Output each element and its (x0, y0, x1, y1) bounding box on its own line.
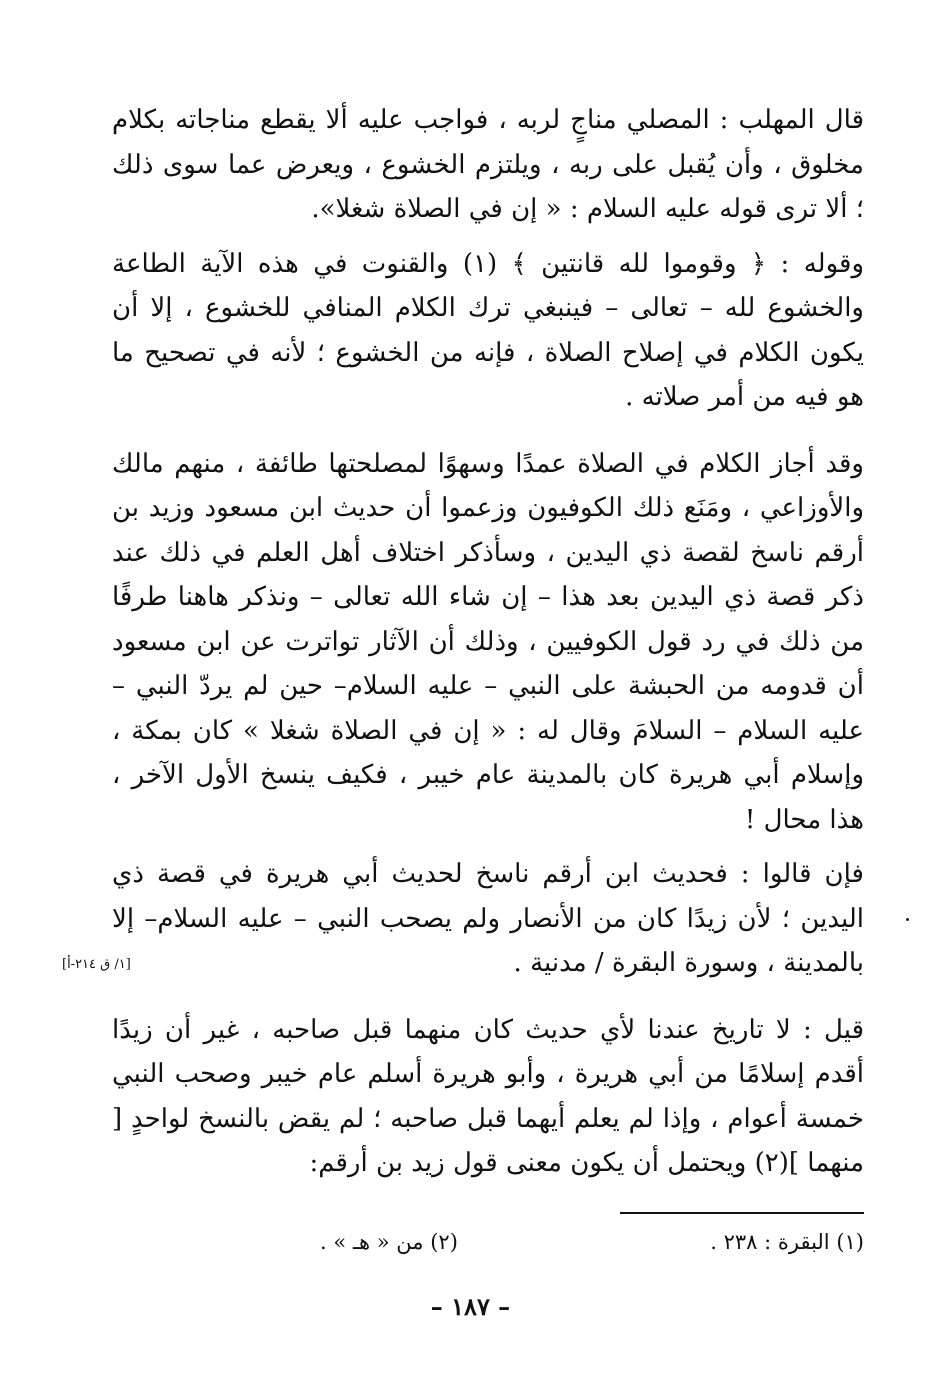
paragraph-5: قيل : لا تاريخ عندنا لأي حديث كان منهما قبل صاحبه ، غير أن زيدًا أقدم إسلامًا من أبي هريرة ، وأبو هريرة أسلم عام خيبر وصحب النبي خمسة أعوام ، وإذا لم يعلم أيهما قبل صاحبه ؛ لم يقض بالنسخ لواحدٍ [ منهما ](٢) ويحتمل أن يكون معنى قول زيد بن أرقم: (112, 1014, 865, 1178)
paragraph-4: فإن قالوا : فحديث ابن أرقم ناسخ لحديث أبي هريرة في قصة ذي اليدين ؛ لأن زيدًا كان من الأنصار ولم يصحب النبي – عليه السلام– إلا بالمدينة ، وسورة البقرة / مدنية . (112, 859, 864, 978)
footnote-1: (١) البقرة : ٢٣٨ . (710, 1230, 864, 1254)
scan-speck (906, 918, 909, 921)
main-text (112, 98, 864, 1186)
footnote-separator (620, 1212, 864, 1214)
paragraph-3: وقد أجاز الكلام في الصلاة عمدًا وسهوًا لمصلحتها طائفة ، منهم مالك والأوزاعي ، ومَنَع ذلك الكوفيون وزعموا أن حديث ابن مسعود وزيد بن أرقم ناسخ لقصة ذي اليدين ، وسأذكر اختلاف أهل العلم في ذلك عند ذكر قصة ذي اليدين بعد هذا – إن شاء الله تعالى – ونذكر هاهنا طرفًا من ذلك في رد قول الكوفيين ، وذلك أن الآثار تواترت عن ابن مسعود أن قدومه من الحبشة على النبي – عليه السلام– حين لم يردّ النبي – عليه السلام – السلامَ وقال له : « إن في الصلاة شغلا » كان بمكة ، وإسلام أبي هريرة كان بالمدينة عام خيبر ، فكيف ينسخ الأول الآخر ، هذا محال ! (112, 448, 864, 835)
paragraph-2: وقوله : ﴿ وقوموا لله قانتين ﴾ (١) والقنوت في هذه الآية الطاعة والخشوع لله – تعالى – فينبغي ترك الكلام المنافي للخشوع ، إلا أن يكون الكلام في إصلاح الصلاة ، فإنه من الخشوع ؛ لأنه في تصحيح ما هو فيه من أمر صلاته . (112, 248, 864, 412)
manuscript-folio-note: [١/ ق ٢١٤-أ] (62, 957, 131, 972)
paragraph-1: قال المهلب : المصلي مناجٍ لربه ، فواجب عليه ألا يقطع مناجاته بكلام مخلوق ، وأن يُقبل على ربه ، ويلتزم الخشوع ، ويعرض عما سوى ذلك ؛ ألا ترى قوله عليه السلام : « إن في الصلاة شغلا». (112, 105, 864, 224)
page-number: – ١٨٧ – (430, 1292, 511, 1321)
footnotes (320, 1230, 864, 1254)
footnote-2: (٢) من « هـ » . (320, 1230, 458, 1254)
